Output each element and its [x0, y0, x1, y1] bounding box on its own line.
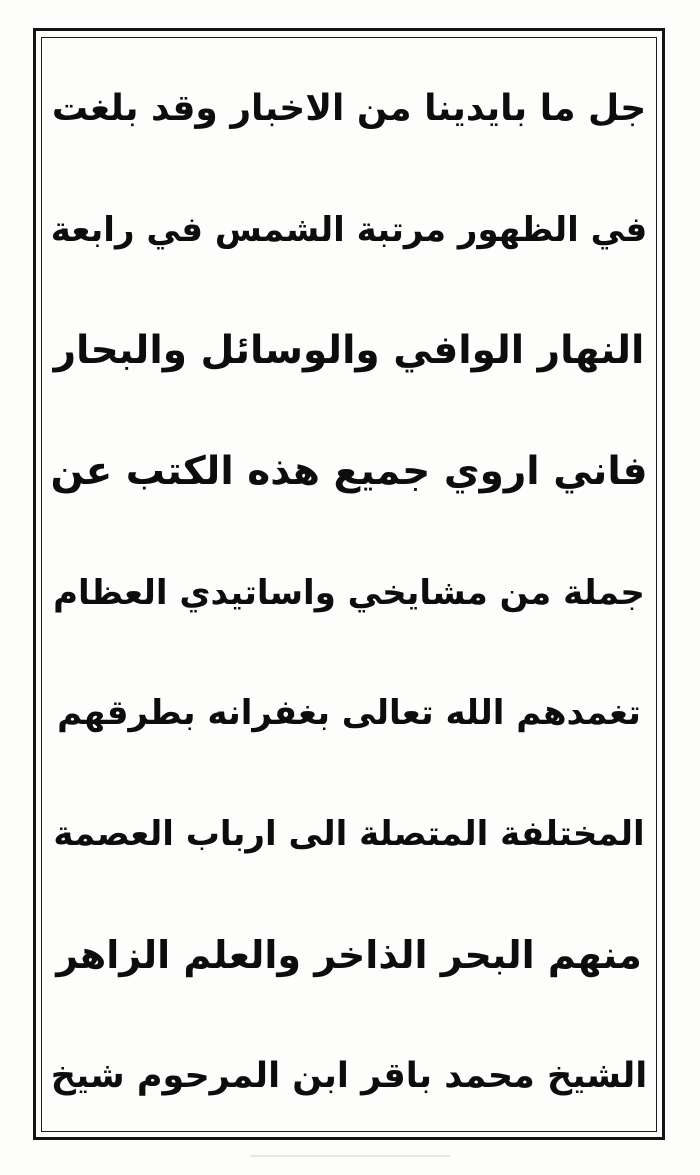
text-line-2: في الظهور مرتبة الشمس في رابعة — [50, 209, 648, 250]
text-line-9: الشيخ محمد باقر ابن المرحوم شيخ — [50, 1055, 648, 1096]
text-line-5: جملة من مشايخي واساتيدي العظام — [53, 572, 645, 613]
text-line-1: جل ما بايدينا من الاخبار وقد بلغت — [51, 88, 647, 129]
text-line-7: المختلفة المتصلة الى ارباب العصمة — [53, 814, 645, 855]
text-line-3: النهار الوافي والوسائل والبحار — [53, 328, 645, 374]
text-block — [50, 55, 648, 1130]
scan-artifact — [250, 1155, 450, 1157]
text-line-4: فاني اروي جميع هذه الكتب عن — [50, 449, 648, 495]
text-line-6: تغمدهم الله تعالى بغفرانه بطرقهم — [57, 693, 641, 734]
text-line-8: منهم البحر الذاخر والعلم الزاهر — [56, 933, 642, 978]
